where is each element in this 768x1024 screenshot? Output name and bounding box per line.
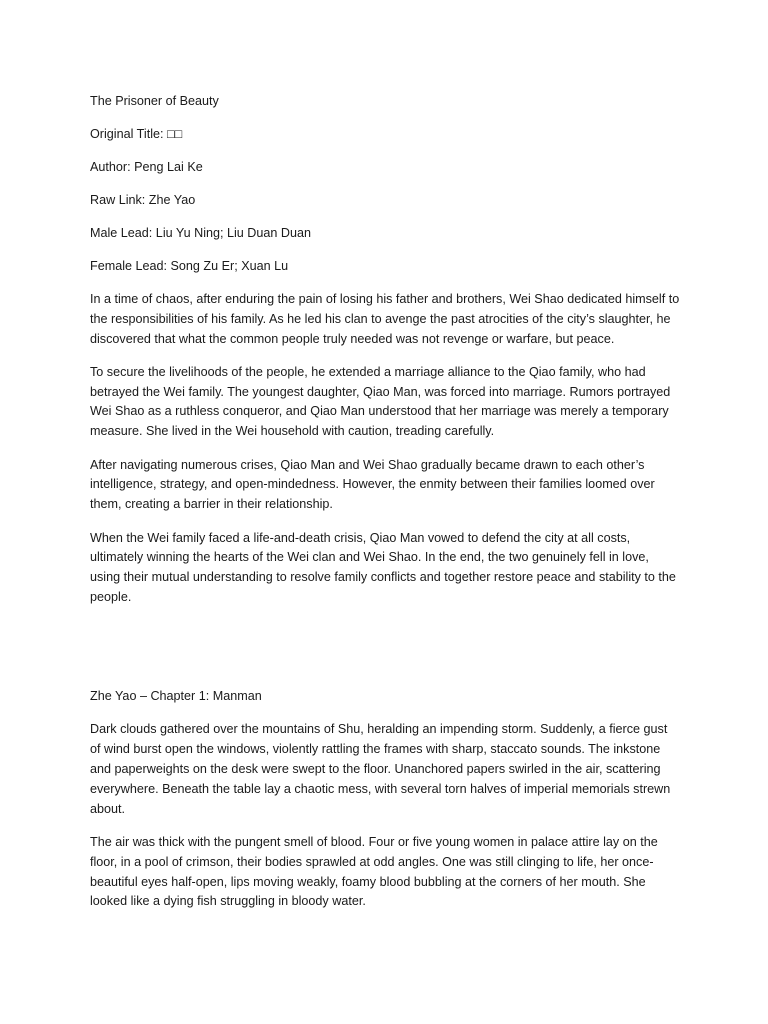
book-title: The Prisoner of Beauty — [90, 94, 219, 108]
synopsis-paragraph: To secure the livelihoods of the people, he extended a marriage alliance to the Qiao family, who had betrayed the Wei family. The youngest daughter, Qiao Man, was forced into marriage. Rumors portrayed Wei Shao as a ruthless conqueror, and Qiao Man understood that her marriage was merely a temporary measure. She lived in the Wei household with caution, treading carefully. — [90, 364, 671, 439]
male-lead-line: Male Lead: Liu Yu Ning; Liu Duan Duan — [90, 225, 312, 240]
synopsis-paragraph: When the Wei family faced a life-and-death crisis, Qiao Man vowed to defend the city at all costs, ultimately winning the hearts of the Wei clan and Wei Shao. In the end, the two genuinely fell in love, using their mutual understanding to resolve family conflicts and together restore peace and stability to the people. — [90, 530, 676, 605]
original-title-label: Original Title: — [90, 126, 167, 141]
original-title-glyphs: □□ — [167, 126, 183, 141]
original-title-line — [90, 125, 680, 145]
document-body — [90, 92, 680, 926]
chapter-paragraph: The air was thick with the pungent smell of blood. Four or five young women in palace attire lay on the floor, in a pool of crimson, their bodies sprawled at odd angles. One was still clinging to life, her once-beautiful eyes half-open, lips moving weakly, foamy blood bubbling at the corners of her mouth. She looked like a dying fish struggling in bloody water. — [90, 835, 658, 909]
section-spacer — [90, 621, 680, 687]
chapter-heading: Zhe Yao – Chapter 1: Manman — [90, 689, 262, 704]
synopsis-paragraph: After navigating numerous crises, Qiao Man and Wei Shao gradually became drawn to each other’s intelligence, strategy, and open-mindedness. However, the enmity between their families loomed over them, creating a barrier in their relationship. — [90, 457, 655, 512]
synopsis-paragraph: In a time of chaos, after enduring the pain of losing his father and brothers, Wei Shao dedicated himself to the responsibilities of his family. As he led his clan to avenge the past atrocities of the city’s slaughter, he discovered that what the common people truly needed was not revenge or warfare, but peace. — [90, 291, 680, 346]
raw-link-line: Raw Link: Zhe Yao — [90, 192, 196, 207]
female-lead-line: Female Lead: Song Zu Er; Xuan Lu — [90, 258, 289, 273]
chapter-paragraph: Dark clouds gathered over the mountains of Shu, heralding an impending storm. Suddenly, a fierce gust of wind burst open the windows, violently rattling the frames with sharp, staccato sounds. The inkstone and paperweights on the desk were swept to the floor. Unanchored papers swirled in the air, scattering everywhere. Beneath the table lay a chaotic mess, with several torn halves of imperial memorials strewn about. — [90, 722, 671, 816]
author-line: Author: Peng Lai Ke — [90, 159, 203, 174]
